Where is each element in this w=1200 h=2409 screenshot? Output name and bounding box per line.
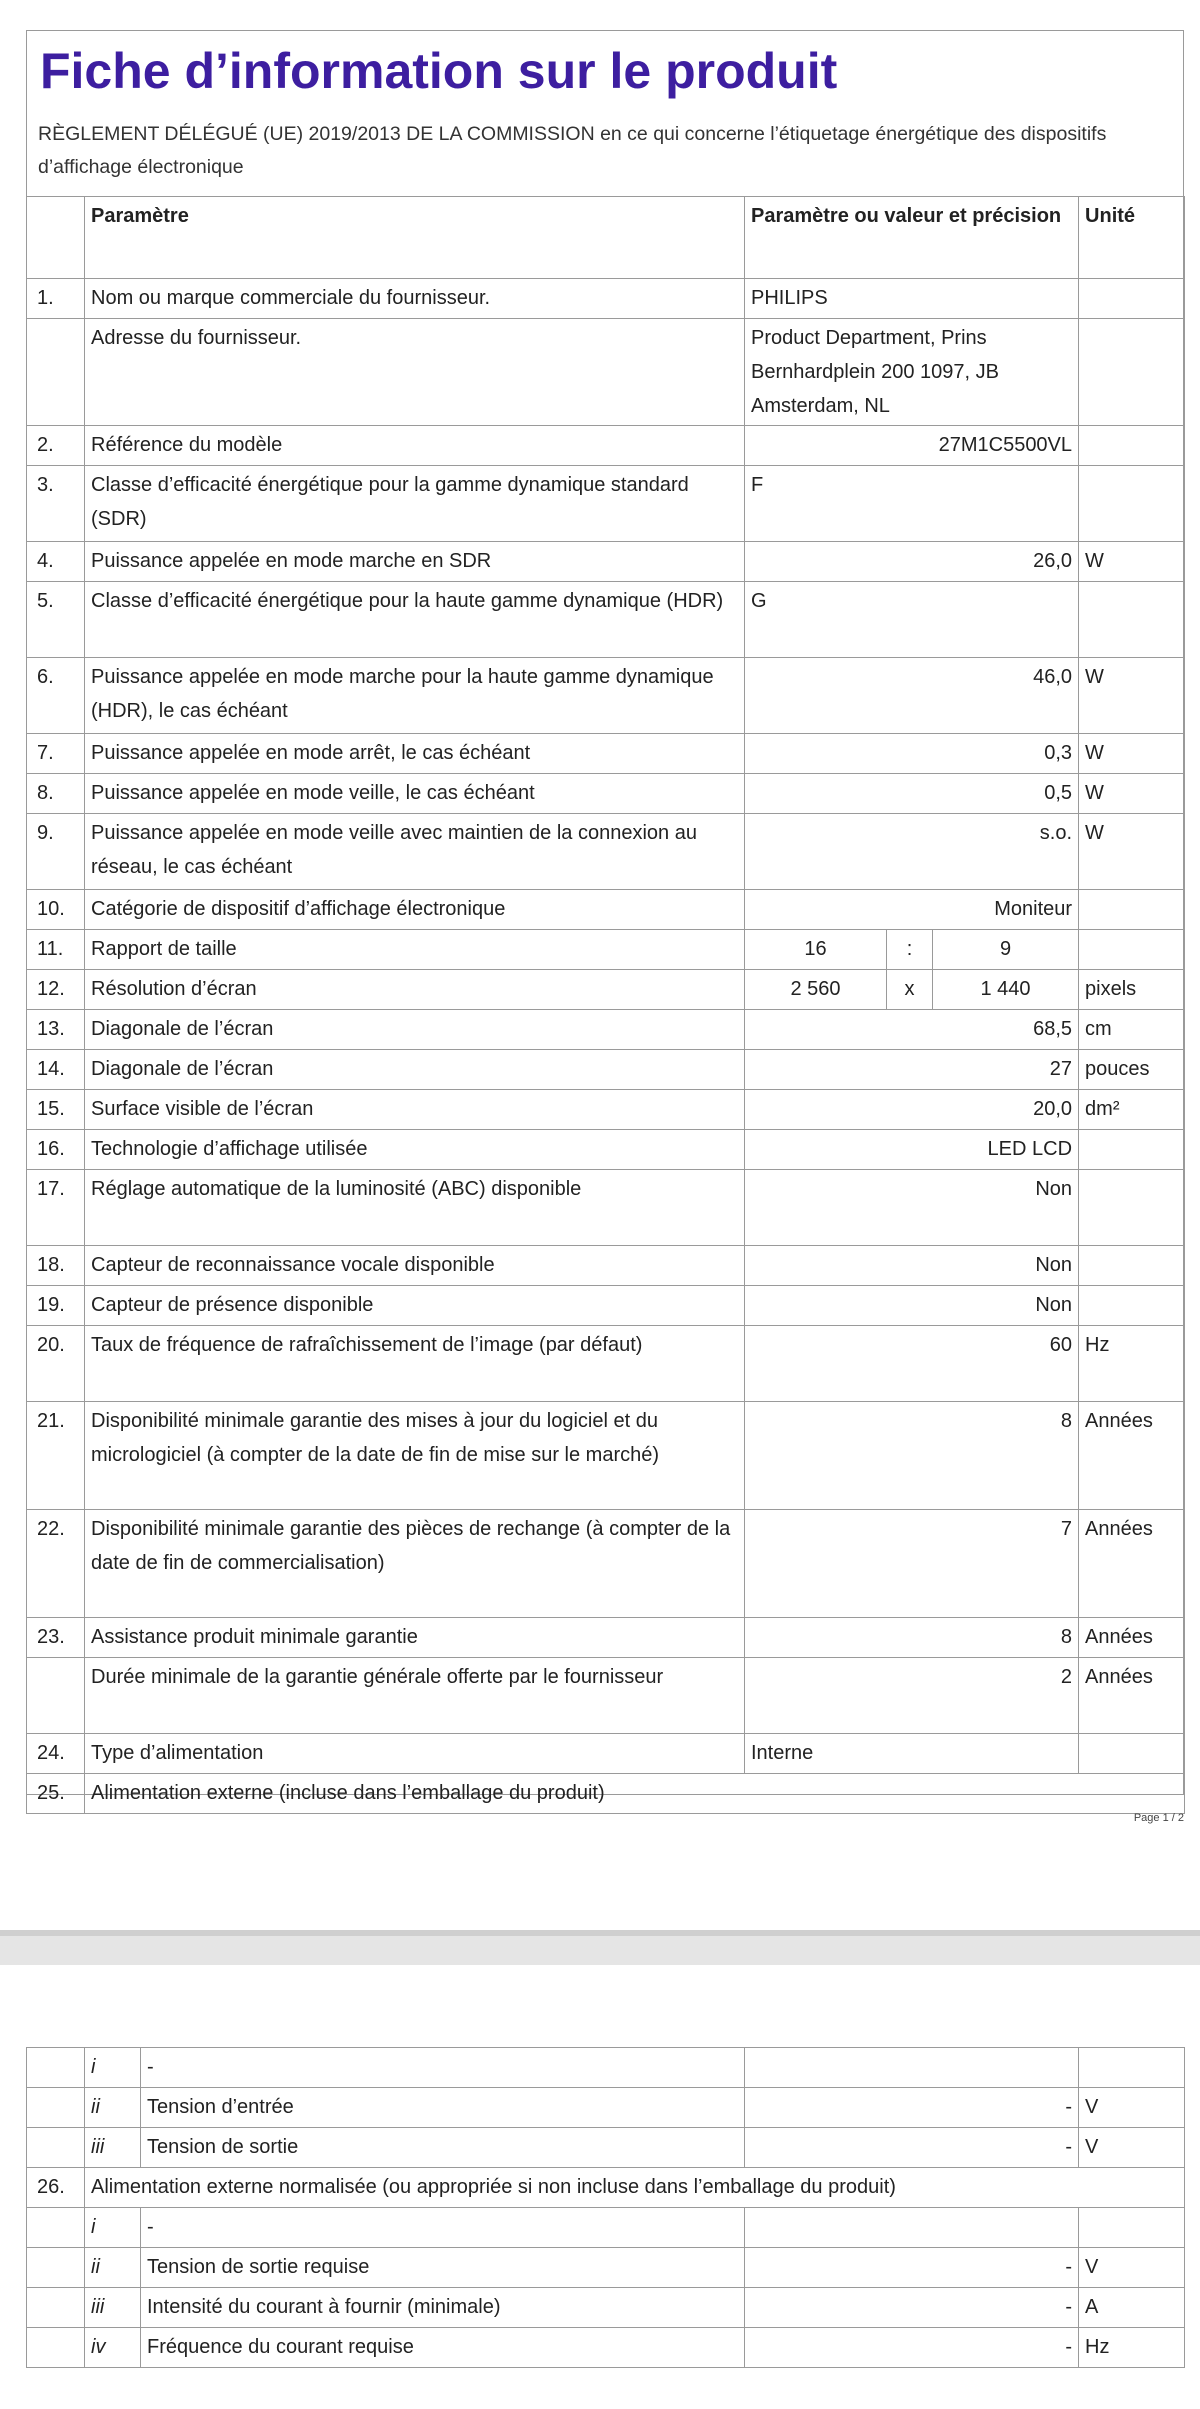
row-number xyxy=(27,1658,85,1734)
row-unit: Années xyxy=(1079,1510,1185,1618)
roman-index: iii xyxy=(85,2288,141,2328)
row-unit: W xyxy=(1079,734,1185,774)
row-label: Durée minimale de la garantie générale offerte par le fournisseur xyxy=(85,1658,745,1734)
table-row xyxy=(27,582,1185,658)
table-row xyxy=(27,890,1185,930)
row-label: Capteur de reconnaissance vocale disponible xyxy=(85,1246,745,1286)
row-label: Alimentation externe (incluse dans l’emballage du produit) xyxy=(85,1774,1185,1814)
sub-row xyxy=(27,2128,1185,2168)
table-row xyxy=(27,1010,1185,1050)
row-label: Puissance appelée en mode marche en SDR xyxy=(85,542,745,582)
page-title: Fiche d’information sur le produit xyxy=(40,43,838,99)
row-value: 46,0 xyxy=(745,658,1079,734)
row-unit xyxy=(1079,2048,1185,2088)
roman-index: i xyxy=(85,2048,141,2088)
row-value: Non xyxy=(745,1286,1079,1326)
row-label: Type d’alimentation xyxy=(85,1734,745,1774)
row-number-empty xyxy=(27,2088,85,2128)
row-number: 24. xyxy=(27,1734,85,1774)
row-number: 2. xyxy=(27,426,85,466)
roman-index: i xyxy=(85,2208,141,2248)
row-value: 7 xyxy=(745,1510,1079,1618)
row-unit xyxy=(1079,1286,1185,1326)
row-label: Diagonale de l’écran xyxy=(85,1010,745,1050)
sub-row xyxy=(27,2248,1185,2288)
row-value: 27 xyxy=(745,1050,1079,1090)
row-unit xyxy=(1079,890,1185,930)
row-label: Classe d’efficacité énergétique pour la gamme dynamique standard (SDR) xyxy=(85,466,745,542)
row-value: 8 xyxy=(745,1618,1079,1658)
row-number-empty xyxy=(27,2328,85,2368)
row-label: Technologie d’affichage utilisée xyxy=(85,1130,745,1170)
page-2 xyxy=(0,1965,1200,2409)
row-unit: Hz xyxy=(1079,2328,1185,2368)
row-number: 25. xyxy=(27,1774,85,1814)
row-label: Capteur de présence disponible xyxy=(85,1286,745,1326)
row-number-empty xyxy=(27,2048,85,2088)
header-value: Paramètre ou valeur et précision xyxy=(745,197,1079,279)
row-number: 17. xyxy=(27,1170,85,1246)
row-number: 4. xyxy=(27,542,85,582)
table-row xyxy=(27,734,1185,774)
row-number: 20. xyxy=(27,1326,85,1402)
row-value: Moniteur xyxy=(745,890,1079,930)
table-row xyxy=(27,542,1185,582)
roman-index: iv xyxy=(85,2328,141,2368)
table-row xyxy=(27,658,1185,734)
product-info-table xyxy=(26,196,1185,1814)
row-unit xyxy=(1079,1170,1185,1246)
row-label: Tension d’entrée xyxy=(141,2088,745,2128)
row-number: 10. xyxy=(27,890,85,930)
table-row xyxy=(27,1050,1185,1090)
row-number: 15. xyxy=(27,1090,85,1130)
row-unit xyxy=(1079,1734,1185,1774)
table-row xyxy=(27,1286,1185,1326)
row-value: 27M1C5500VL xyxy=(745,426,1079,466)
row-value: - xyxy=(745,2328,1079,2368)
row-number: 12. xyxy=(27,970,85,1010)
row-value: - xyxy=(745,2088,1079,2128)
row-unit xyxy=(1079,279,1185,319)
row-value: 26,0 xyxy=(745,542,1079,582)
table-row xyxy=(27,1774,1185,1814)
row-unit xyxy=(1079,466,1185,542)
row-unit: A xyxy=(1079,2288,1185,2328)
table-row xyxy=(27,774,1185,814)
row-unit: dm² xyxy=(1079,1090,1185,1130)
table-row xyxy=(27,279,1185,319)
row-unit: Années xyxy=(1079,1658,1185,1734)
row-value: Product Department, Prins Bernhardplein 200 1097, JB Amsterdam, NL xyxy=(745,319,1079,426)
header-param: Paramètre xyxy=(85,197,745,279)
table-row xyxy=(27,1402,1185,1510)
row-unit xyxy=(1079,1130,1185,1170)
table-row xyxy=(27,930,1185,970)
row-number-empty xyxy=(27,2128,85,2168)
table-row xyxy=(27,1090,1185,1130)
row-label: Tension de sortie xyxy=(141,2128,745,2168)
row-unit xyxy=(1079,930,1185,970)
row-number-empty xyxy=(27,2248,85,2288)
ratio-separator: : xyxy=(887,930,933,970)
row-label: Alimentation externe normalisée (ou appropriée si non incluse dans l’emballage du produit) xyxy=(85,2168,1185,2208)
row-label: Tension de sortie requise xyxy=(141,2248,745,2288)
row-unit: Années xyxy=(1079,1618,1185,1658)
row-unit: V xyxy=(1079,2088,1185,2128)
row-value: Interne xyxy=(745,1734,1079,1774)
row-number: 3. xyxy=(27,466,85,542)
row-value: G xyxy=(745,582,1079,658)
row-number: 7. xyxy=(27,734,85,774)
row-value: 8 xyxy=(745,1402,1079,1510)
row-value: 0,3 xyxy=(745,734,1079,774)
row-number: 9. xyxy=(27,814,85,890)
row-value: - xyxy=(745,2128,1079,2168)
row-number-empty xyxy=(27,2208,85,2248)
row-label: - xyxy=(141,2208,745,2248)
table-row xyxy=(27,1618,1185,1658)
row-label: Assistance produit minimale garantie xyxy=(85,1618,745,1658)
row-unit: pouces xyxy=(1079,1050,1185,1090)
row-number: 6. xyxy=(27,658,85,734)
table-header-row xyxy=(27,197,1185,279)
row-unit: Hz xyxy=(1079,1326,1185,1402)
row-number: 21. xyxy=(27,1402,85,1510)
row-label: Surface visible de l’écran xyxy=(85,1090,745,1130)
table-row xyxy=(27,970,1185,1010)
row-label: Disponibilité minimale garantie des mises à jour du logiciel et du micrologiciel (à compter de la date de fin de mise sur le marché) xyxy=(85,1402,745,1510)
ratio-second: 9 xyxy=(933,930,1079,970)
power-supply-table xyxy=(26,2047,1185,2368)
row-label: Diagonale de l’écran xyxy=(85,1050,745,1090)
header-num-cell xyxy=(27,197,85,279)
row-label: Fréquence du courant requise xyxy=(141,2328,745,2368)
row-label: Rapport de taille xyxy=(85,930,745,970)
row-label: Réglage automatique de la luminosité (ABC) disponible xyxy=(85,1170,745,1246)
row-value: s.o. xyxy=(745,814,1079,890)
row-value: 60 xyxy=(745,1326,1079,1402)
row-unit: pixels xyxy=(1079,970,1185,1010)
row-label: Nom ou marque commerciale du fournisseur. xyxy=(85,279,745,319)
row-number: 11. xyxy=(27,930,85,970)
row-label: Puissance appelée en mode arrêt, le cas échéant xyxy=(85,734,745,774)
row-number: 18. xyxy=(27,1246,85,1286)
row-value: 68,5 xyxy=(745,1010,1079,1050)
row-value: 2 xyxy=(745,1658,1079,1734)
table-row xyxy=(27,426,1185,466)
row-unit: V xyxy=(1079,2248,1185,2288)
row-unit xyxy=(1079,1246,1185,1286)
row-value: F xyxy=(745,466,1079,542)
row-value: Non xyxy=(745,1170,1079,1246)
row-unit: W xyxy=(1079,658,1185,734)
table-row xyxy=(27,466,1185,542)
row-number: 19. xyxy=(27,1286,85,1326)
row-unit xyxy=(1079,319,1185,426)
row-label: Puissance appelée en mode marche pour la haute gamme dynamique (HDR), le cas échéant xyxy=(85,658,745,734)
ratio-first: 16 xyxy=(745,930,887,970)
row-number xyxy=(27,319,85,426)
table-row xyxy=(27,1326,1185,1402)
row-label: - xyxy=(141,2048,745,2088)
row-value: 0,5 xyxy=(745,774,1079,814)
row-value: Non xyxy=(745,1246,1079,1286)
table-row xyxy=(27,1658,1185,1734)
row-number: 22. xyxy=(27,1510,85,1618)
row-label: Catégorie de dispositif d’affichage électronique xyxy=(85,890,745,930)
row-unit xyxy=(1079,426,1185,466)
roman-index: iii xyxy=(85,2128,141,2168)
ratio-separator: x xyxy=(887,970,933,1010)
table-row xyxy=(27,1246,1185,1286)
row-value: PHILIPS xyxy=(745,279,1079,319)
sub-row xyxy=(27,2328,1185,2368)
row-value: - xyxy=(745,2288,1079,2328)
sub-row xyxy=(27,2288,1185,2328)
row-label: Disponibilité minimale garantie des pièces de rechange (à compter de la date de fin de commercialisation) xyxy=(85,1510,745,1618)
row-number: 13. xyxy=(27,1010,85,1050)
sub-row xyxy=(27,2048,1185,2088)
roman-index: ii xyxy=(85,2248,141,2288)
table-row xyxy=(27,1734,1185,1774)
row-unit: cm xyxy=(1079,1010,1185,1050)
row-value xyxy=(745,2048,1079,2088)
sub-row xyxy=(27,2088,1185,2128)
table-row xyxy=(27,319,1185,426)
row-unit xyxy=(1079,2208,1185,2248)
row-label: Intensité du courant à fournir (minimale) xyxy=(141,2288,745,2328)
row-number: 26. xyxy=(27,2168,85,2208)
row-label: Puissance appelée en mode veille avec maintien de la connexion au réseau, le cas échéant xyxy=(85,814,745,890)
row-label: Classe d’efficacité énergétique pour la haute gamme dynamique (HDR) xyxy=(85,582,745,658)
row-number-empty xyxy=(27,2288,85,2328)
table-row xyxy=(27,1130,1185,1170)
page-separator xyxy=(0,1930,1200,1965)
row-unit xyxy=(1079,582,1185,658)
table-row xyxy=(27,2168,1185,2208)
row-number: 1. xyxy=(27,279,85,319)
row-label: Puissance appelée en mode veille, le cas échéant xyxy=(85,774,745,814)
row-unit: W xyxy=(1079,774,1185,814)
row-value: LED LCD xyxy=(745,1130,1079,1170)
row-value xyxy=(745,2208,1079,2248)
row-label: Résolution d’écran xyxy=(85,970,745,1010)
row-number: 23. xyxy=(27,1618,85,1658)
row-value: - xyxy=(745,2248,1079,2288)
header-unit: Unité xyxy=(1079,197,1185,279)
row-number: 14. xyxy=(27,1050,85,1090)
row-unit: V xyxy=(1079,2128,1185,2168)
roman-index: ii xyxy=(85,2088,141,2128)
row-value: 20,0 xyxy=(745,1090,1079,1130)
sub-row xyxy=(27,2208,1185,2248)
row-label: Référence du modèle xyxy=(85,426,745,466)
row-number: 8. xyxy=(27,774,85,814)
regulation-subtitle: RÈGLEMENT DÉLÉGUÉ (UE) 2019/2013 DE LA COMMISSION en ce qui concerne l’étiquetage énergétique des dispositifs d’affichage électronique xyxy=(38,123,1107,178)
row-number: 5. xyxy=(27,582,85,658)
table-row xyxy=(27,1170,1185,1246)
row-unit: W xyxy=(1079,542,1185,582)
table-row xyxy=(27,1510,1185,1618)
row-label: Adresse du fournisseur. xyxy=(85,319,745,426)
table-row xyxy=(27,814,1185,890)
ratio-second: 1 440 xyxy=(933,970,1079,1010)
ratio-first: 2 560 xyxy=(745,970,887,1010)
row-unit: Années xyxy=(1079,1402,1185,1510)
row-unit: W xyxy=(1079,814,1185,890)
page-number: Page 1 / 2 xyxy=(1133,1812,1184,1824)
row-number: 16. xyxy=(27,1130,85,1170)
row-label: Taux de fréquence de rafraîchissement de l’image (par défaut) xyxy=(85,1326,745,1402)
